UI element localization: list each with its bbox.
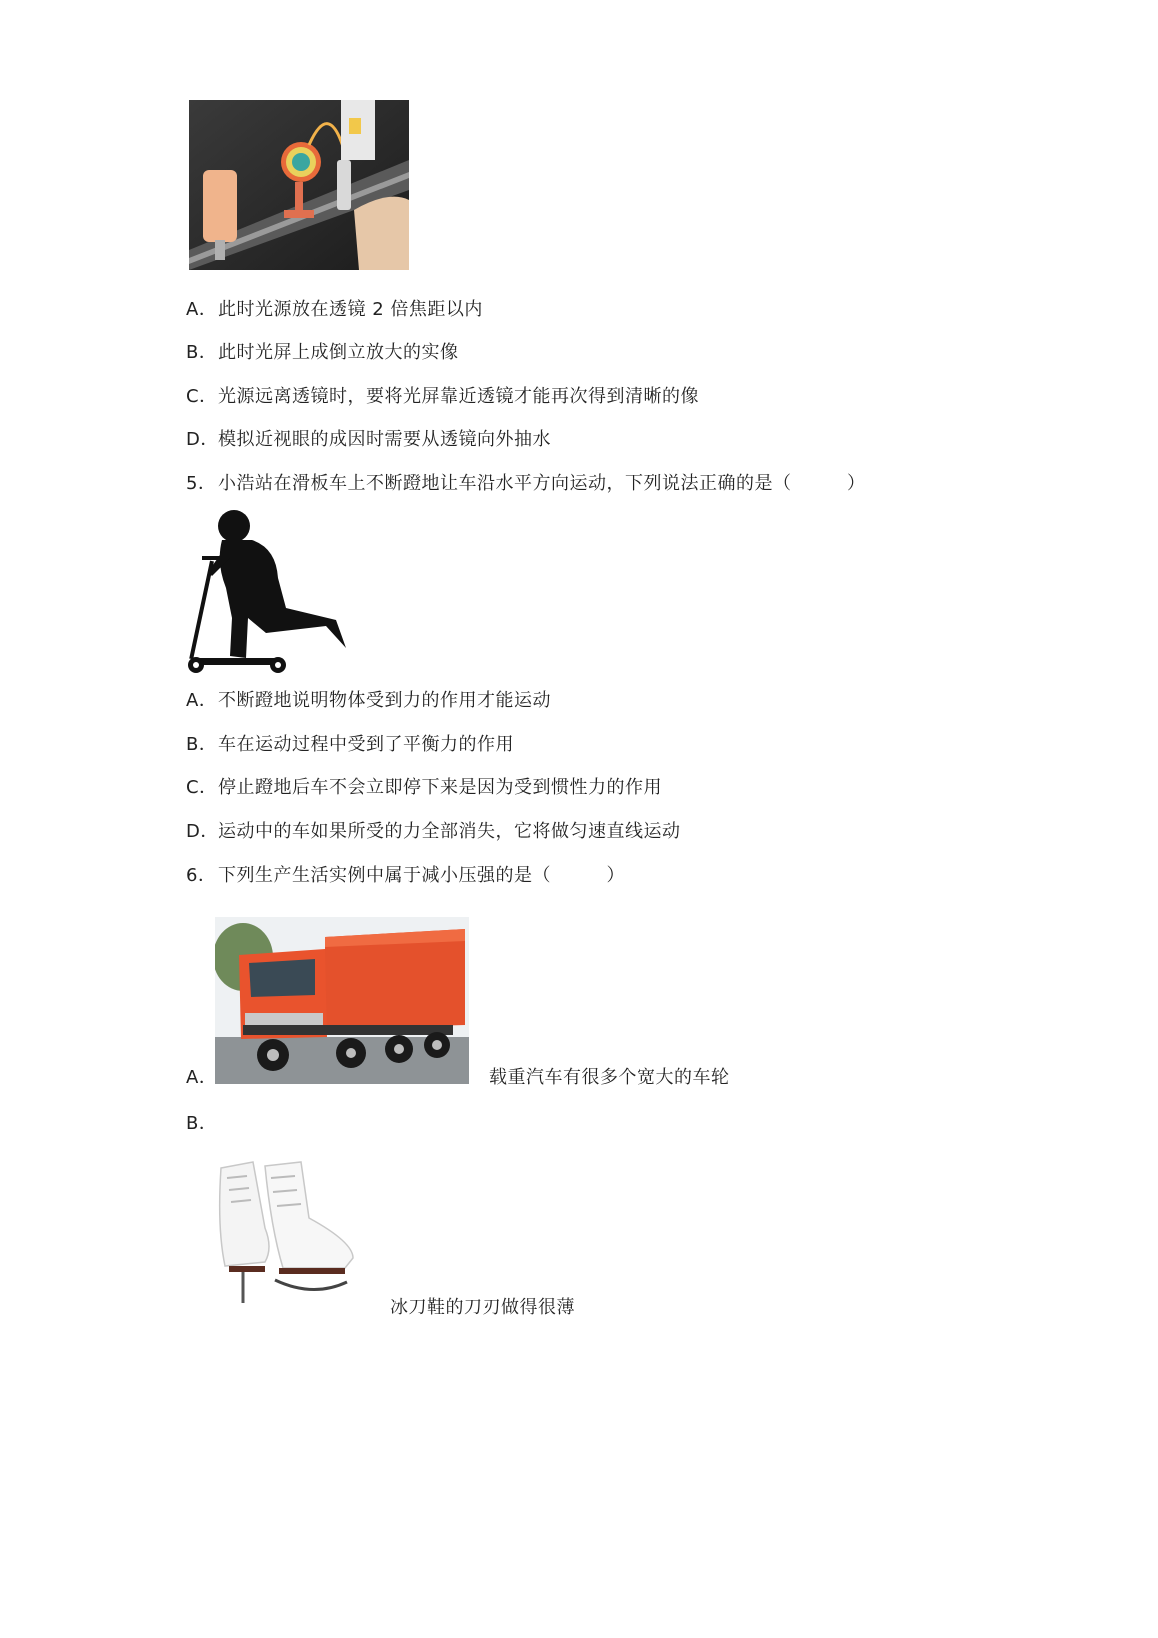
lens-optical-bench-photo (189, 100, 409, 270)
option-text: 车在运动过程中受到了平衡力的作用 (218, 734, 514, 755)
option-label: A． (186, 690, 218, 711)
q6-stem (186, 865, 625, 887)
option-text: 载重汽车有很多个宽大的车轮 (489, 1067, 730, 1088)
option-label: C． (186, 386, 218, 407)
q5-option-a (186, 690, 551, 712)
option-label: A． (186, 299, 218, 320)
q6-option-a-label (186, 1067, 217, 1089)
option-text: 停止蹬地后车不会立即停下来是因为受到惯性力的作用 (218, 777, 662, 798)
question-text: 小浩站在滑板车上不断蹬地让车沿水平方向运动，下列说法正确的是（ ） (218, 473, 866, 494)
q4-option-b (186, 342, 459, 364)
option-label: D． (186, 821, 219, 842)
q5-option-c (186, 777, 662, 799)
option-label: B． (186, 342, 218, 363)
q4-option-c (186, 386, 699, 408)
q5-option-b (186, 734, 514, 756)
question-number: 5． (186, 473, 217, 494)
ice-skates-photo (213, 1158, 358, 1303)
option-label: B． (186, 1113, 218, 1134)
q6-option-b-text (390, 1297, 575, 1319)
q6-option-a-text (489, 1067, 730, 1089)
q4-option-d (186, 429, 551, 451)
q4-option-a (186, 299, 483, 321)
q5-stem (186, 473, 866, 495)
option-label: C． (186, 777, 218, 798)
option-text: 运动中的车如果所受的力全部消失，它将做匀速直线运动 (218, 821, 681, 842)
option-text: 不断蹬地说明物体受到力的作用才能运动 (218, 690, 551, 711)
option-text: 此时光源放在透镜 2 倍焦距以内 (218, 299, 483, 320)
q6-option-b-label (186, 1113, 217, 1135)
option-label: D． (186, 429, 219, 450)
option-label: A． (186, 1067, 218, 1088)
dump-truck-photo (215, 917, 469, 1084)
question-text: 下列生产生活实例中属于减小压强的是（ ） (218, 865, 625, 886)
q5-option-d (186, 821, 681, 843)
scooter-silhouette (186, 508, 351, 674)
question-number: 6． (186, 865, 217, 886)
option-text: 此时光屏上成倒立放大的实像 (218, 342, 459, 363)
option-label: B． (186, 734, 218, 755)
option-text: 光源远离透镜时，要将光屏靠近透镜才能再次得到清晰的像 (218, 386, 699, 407)
option-text: 模拟近视眼的成因时需要从透镜向外抽水 (218, 429, 551, 450)
option-text: 冰刀鞋的刀刃做得很薄 (390, 1297, 575, 1318)
